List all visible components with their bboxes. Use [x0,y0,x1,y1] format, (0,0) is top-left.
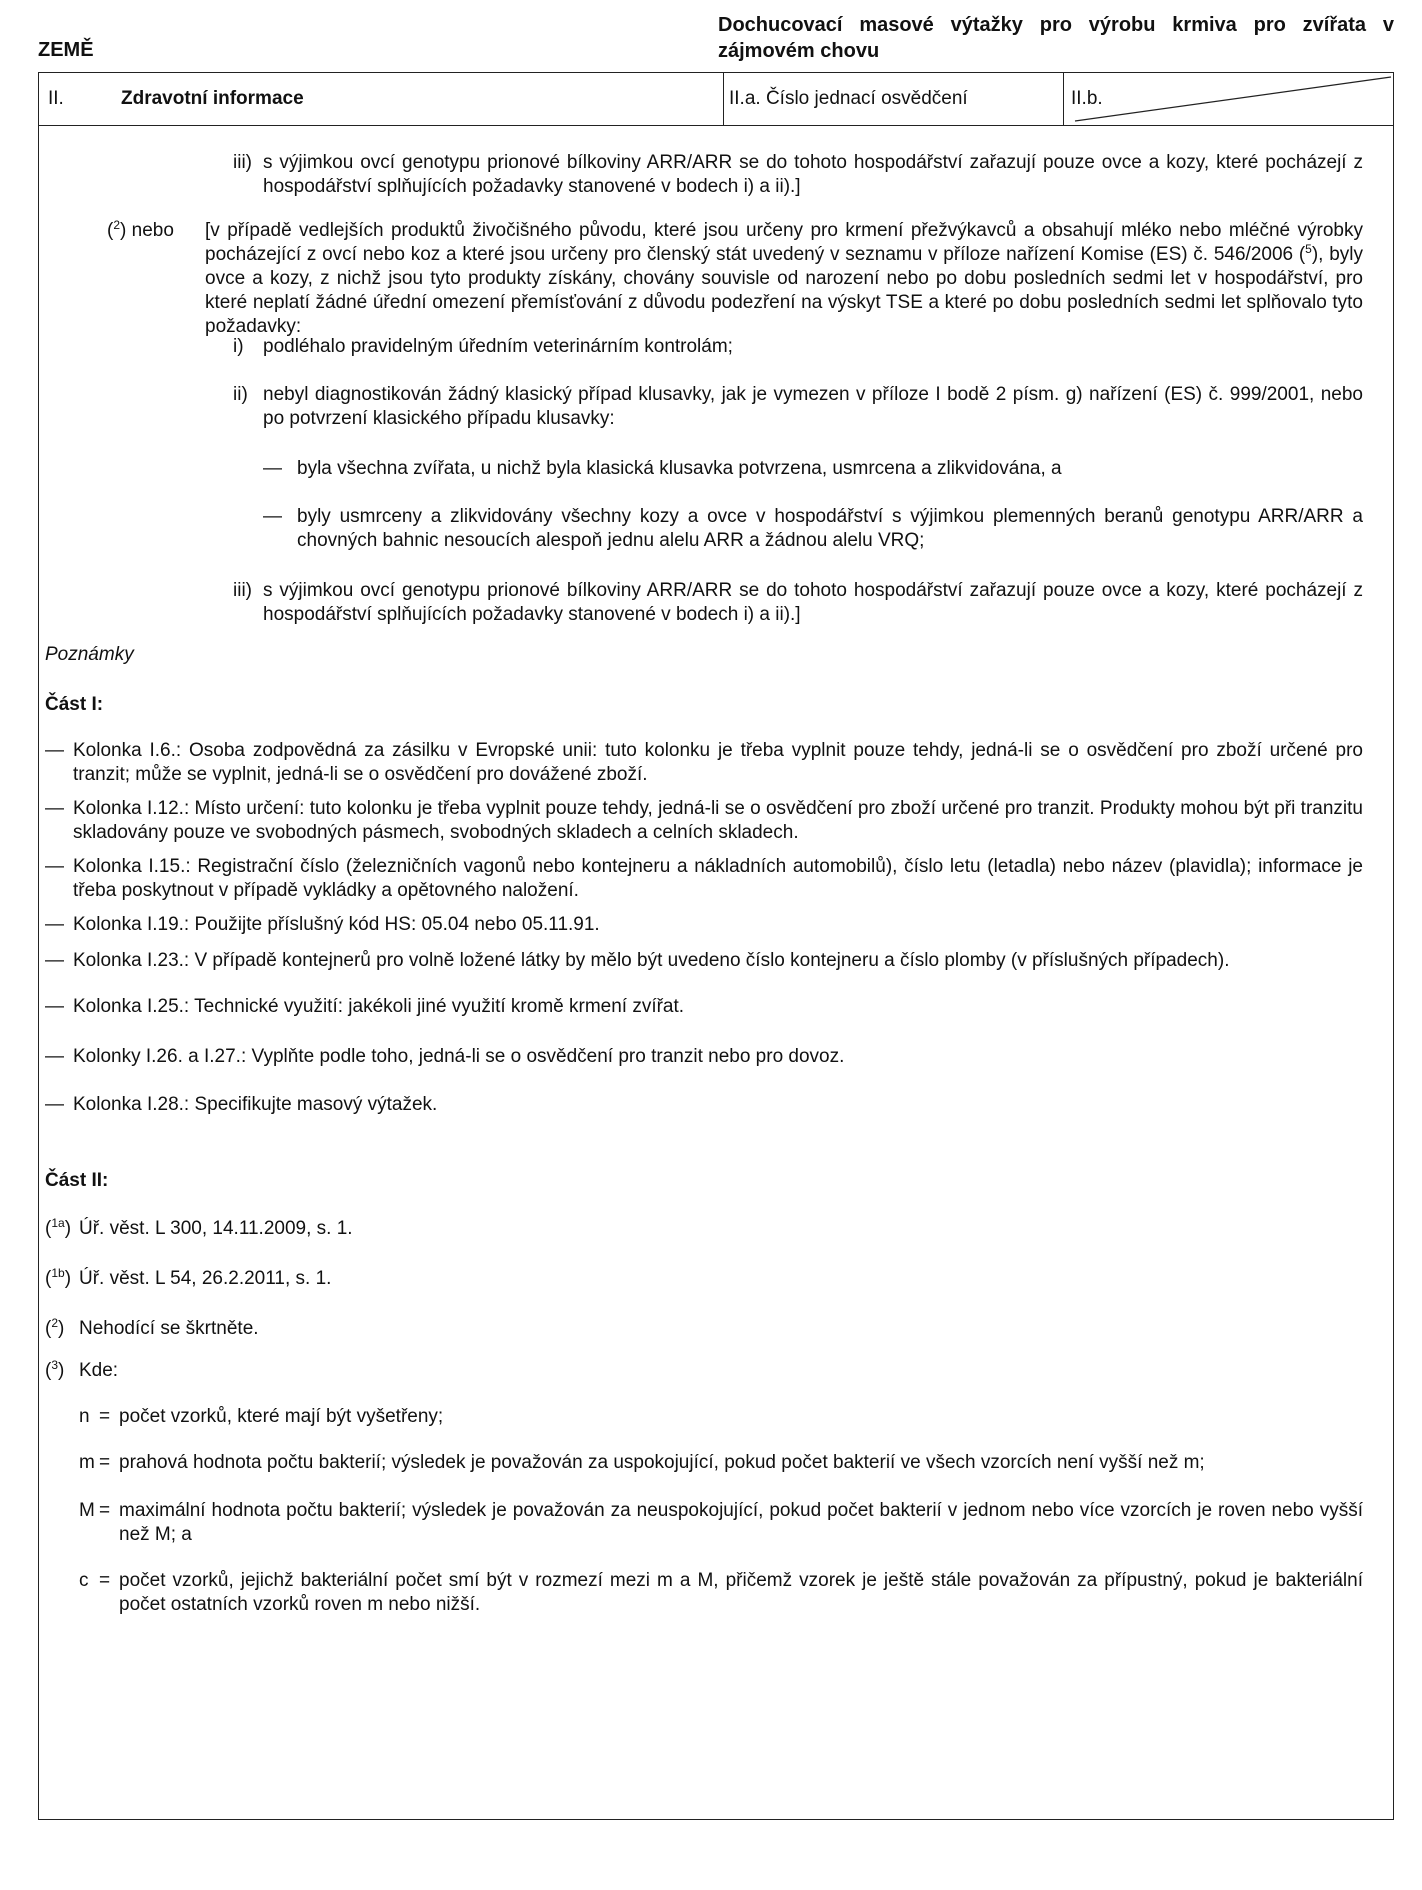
note-dash-mark: — [45,798,64,819]
definition-text: počet vzorků, jejichž bakteriální počet smí být v rozmezí mezi m a M, přičemž vzorek je ještě stále považován za přípustný, pokud je bakteriální počet ostatních vzorků roven m nebo nižší. [119,1570,1363,1615]
definition-text: prahová hodnota počtu bakterií; výsledek je považován za uspokojující, pokud počet bakterií ve všech vzorcích není vyšší než m; [119,1452,1205,1473]
note-dash-mark: — [45,1046,64,1067]
reference-number-label: II.a. Číslo jednací osvědčení [729,88,968,109]
part-one-note: Kolonky I.26. a I.27.: Vyplňte podle toho, jedná-li se o osvědčení pro tranzit nebo pro dovoz. [73,1046,845,1067]
reference-b-label: II.b. [1071,88,1103,109]
part-one-note: Kolonka I.19.: Použijte příslušný kód HS: 05.04 nebo 05.11.91. [73,914,600,935]
header-divider [723,73,724,125]
dash-mark: — [263,458,282,479]
definition-equals: = [99,1406,111,1427]
certificate-frame [38,72,1394,1820]
definition-symbol: c [79,1570,89,1591]
dash-item-text: byla všechna zvířata, u nichž byla klasická klusavka potvrzena, usmrcena a zlikvidována, a [297,458,1062,479]
section-header-row [39,73,1393,126]
item-i-label: i) [233,336,244,357]
alternative-label: ($^2$) nebo [107,218,174,241]
footnote-text: Kde: [79,1360,119,1381]
note-dash-mark: — [45,740,64,761]
definition-equals: = [99,1500,111,1521]
definition-symbol: m [79,1452,95,1473]
alternative-text: [v případě vedlejších produktů živočišného původu, které jsou určeny pro krmení přežvýkavců a obsahují mléko nebo mléčné výrobky pocházející z ovcí nebo koz a které jsou určeny pro členský stát uvedený v seznamu v příloze nařízení Komise (ES) č. 546/2006 ($^5$), byly ovce a kozy, z nichž jsou tyto produkty získány, chovány souvisle od narození nebo po dobu posledních sedmi let v hospodářství, pro které neplatí žádné úřední omezení přemísťování z důvodu podezření na výskyt TSE a které po dobu posledních sedmi let splňovalo tyto požadavky: [205,220,1363,337]
note-dash-mark: — [45,996,64,1017]
header-divider [1063,73,1064,125]
section-number: II. [48,88,64,109]
item-iii-label: iii) [233,152,252,173]
note-dash-mark: — [45,1094,64,1115]
part-one-note: Kolonka I.12.: Místo určení: tuto kolonku je třeba vyplnit pouze tehdy, jedná-li se o osvědčení pro zboží určené pro tranzit. Produkty mohou být při tranzitu skladovány pouze ve svobodných pásmech, svobodných skladech a celních skladech. [73,798,1363,843]
definition-equals: = [99,1452,111,1473]
diagonal-strike-line [1069,73,1395,125]
note-dash-mark: — [45,856,64,877]
part-two-heading: Část II: [45,1170,109,1191]
country-label: ZEMĚ [38,39,94,61]
definition-text: maximální hodnota počtu bakterií; výsledek je považován za neuspokojující, pokud počet bakterií v jednom nebo více vzorcích je roven nebo vyšší než M; a [119,1500,1363,1545]
definition-symbol: n [79,1406,90,1427]
part-one-note: Kolonka I.25.: Technické využití: jakékoli jiné využití kromě krmení zvířat. [73,996,685,1017]
item-iii-label: iii) [233,580,252,601]
item-iii-text: s výjimkou ovcí genotypu prionové bílkoviny ARR/ARR se do tohoto hospodářství zařazují pouze ovce a kozy, které pocházejí z hospodářství splňujících požadavky stanovené v bodech i) a ii).] [263,152,1363,197]
dash-mark: — [263,506,282,527]
definition-symbol: M [79,1500,95,1521]
notes-heading: Poznámky [45,644,134,665]
note-dash-mark: — [45,914,64,935]
part-one-note: Kolonka I.15.: Registrační číslo (železničních vagonů nebo kontejneru a nákladních automobilů), číslo letu (letadla) nebo název (plavidla); informace je třeba poskytnout v případě vykládky a opětovného naložení. [73,856,1363,901]
footnote-marker: ($^{1a}$) [45,1216,72,1239]
dash-item-text: byly usmrceny a zlikvidovány všechny kozy a ovce v hospodářství s výjimkou plemenných beranů genotypu ARR/ARR a chovných bahnic nesoucích alespoň jednu alelu ARR a žádnou alelu VRQ; [297,506,1363,551]
definition-equals: = [99,1570,111,1591]
footnote-text: Nehodící se škrtněte. [79,1318,259,1339]
item-ii-text: nebyl diagnostikován žádný klasický případ klusavky, jak je vymezen v příloze I bodě 2 písm. g) nařízení (ES) č. 999/2001, nebo po potvrzení klasického případu klusavky: [263,384,1363,429]
item-i-text: podléhalo pravidelným úředním veterinárním kontrolám; [263,336,733,357]
document-title: Dochucovací masové výtažky pro výrobu krmiva pro zvířata v zájmovém chovu [718,14,1394,62]
note-dash-mark: — [45,950,64,971]
part-one-note: Kolonka I.6.: Osoba zodpovědná za zásilku v Evropské unii: tuto kolonku je třeba vyplnit pouze tehdy, jedná-li se o osvědčení pro zboží určené pro tranzit; může se vyplnit, jedná-li se o osvědčení pro dovážené zboží. [73,740,1363,785]
footnote-text: Úř. věst. L 300, 14.11.2009, s. 1. [79,1218,353,1239]
item-ii-label: ii) [233,384,248,405]
part-one-heading: Část I: [45,694,104,715]
item-iii-text: s výjimkou ovcí genotypu prionové bílkoviny ARR/ARR se do tohoto hospodářství zařazují pouze ovce a kozy, které pocházejí z hospodářství splňujících požadavky stanovené v bodech i) a ii).] [263,580,1363,625]
part-one-note: Kolonka I.28.: Specifikujte masový výtažek. [73,1094,438,1115]
part-one-note: Kolonka I.23.: V případě kontejnerů pro volně ložené látky by mělo být uvedeno číslo kontejneru a číslo plomby (v příslušných případech). [73,950,1230,971]
footnote-marker: ($^3$) [45,1358,65,1381]
footnote-text: Úř. věst. L 54, 26.2.2011, s. 1. [79,1268,332,1289]
footnote-marker: ($^2$) [45,1316,65,1339]
section-title: Zdravotní informace [121,88,304,109]
definition-text: počet vzorků, které mají být vyšetřeny; [119,1406,444,1427]
footnote-marker: ($^{1b}$) [45,1266,72,1289]
